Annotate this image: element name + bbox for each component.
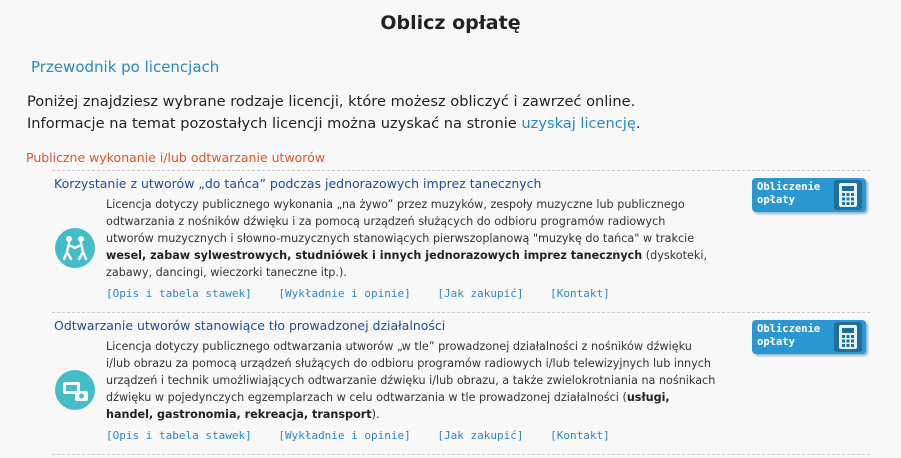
description-tail: ). (371, 408, 380, 421)
contact-link[interactable]: [Kontakt] (550, 287, 610, 300)
intro-line-2-suffix: . (635, 115, 641, 132)
get-license-link[interactable]: uzyskaj licencję (521, 115, 636, 132)
dancers-icon (55, 228, 95, 268)
intro-line-2-text: Informacje na temat pozostałych licencji można uzyskać na stronie (27, 115, 517, 132)
description-bold: wesel, zabaw sylwestrowych, studniówek i innych jednorazowych imprez tanecznych (106, 249, 643, 262)
calculator-icon (834, 322, 862, 352)
description-tail: (dyskoteki, zabawy, dancingi, wieczorki taneczne itp.). (106, 249, 708, 279)
page-title: Oblicz opłatę (380, 12, 521, 34)
license-item-links (106, 287, 630, 300)
license-item-description (106, 338, 716, 423)
license-item-description (106, 196, 716, 281)
calculator-icon (834, 180, 862, 210)
divider (52, 454, 870, 455)
opinions-link[interactable]: [Wykładnie i opinie] (278, 429, 411, 442)
license-item (52, 176, 870, 306)
license-item-title[interactable]: Korzystanie z utworów „do tańca” podczas jednorazowych imprez tanecznych (54, 176, 542, 191)
calculate-fee-button[interactable] (752, 320, 866, 354)
how-to-buy-link[interactable]: [Jak zakupić] (437, 287, 524, 300)
divider (52, 170, 870, 171)
license-guide-link[interactable]: Przewodnik po licencjach (31, 58, 220, 76)
license-item (52, 318, 870, 448)
divider (52, 312, 870, 313)
opinions-link[interactable]: [Wykładnie i opinie] (278, 287, 411, 300)
section-title: Publiczne wykonanie i/lub odtwarzanie utworów (26, 150, 326, 165)
how-to-buy-link[interactable]: [Jak zakupić] (437, 429, 524, 442)
intro-line-1: Poniżej znajdziesz wybrane rodzaje licencji, które możesz obliczyć i zawrzeć online. (27, 93, 636, 110)
calculate-fee-label: Obliczenie opłaty (757, 181, 821, 206)
calculate-fee-label: Obliczenie opłaty (757, 323, 821, 348)
description-text: Licencja dotyczy publicznego wykonania „na żywo” przez muzyków, zespoły muzyczne lub publicznego odtwarzania z nośników dźwięku i za pomocą urządzeń służących do odbioru programów radiowych utworów muzycznych i słowno-muzycznych stanowiących pierwszoplanową "muzykę do tańca" w trakcie (106, 198, 695, 245)
description-text: Licencja dotyczy publicznego odtwarzania utworów „w tle” prowadzonej działalności z nośników dźwięku i/lub obrazu za pomocą urządzeń służących do odbioru programów radiowych i/lub telewizyjnych lub innych urządzeń i technik umożliwiających odtwarzanie dźwięku i/lub obrazu, a także zwielokrotniania na nośnikach dźwięku w pojedynczych egzemplarzach w celu odtwarzania w tle prowadzonej działalności ( (106, 340, 716, 404)
description-bold: usługi, handel, gastronomia, rekreacja, transport (106, 391, 670, 421)
rates-table-link[interactable]: [Opis i tabela stawek] (106, 429, 252, 442)
devices-icon (55, 370, 95, 410)
rates-table-link[interactable]: [Opis i tabela stawek] (106, 287, 252, 300)
calculate-fee-button[interactable] (752, 178, 866, 212)
contact-link[interactable]: [Kontakt] (550, 429, 610, 442)
license-item-title[interactable]: Odtwarzanie utworów stanowiące tło prowadzonej działalności (54, 318, 446, 333)
license-item-links (106, 429, 630, 442)
intro-line-2 (27, 113, 640, 135)
intro-text (27, 91, 640, 135)
